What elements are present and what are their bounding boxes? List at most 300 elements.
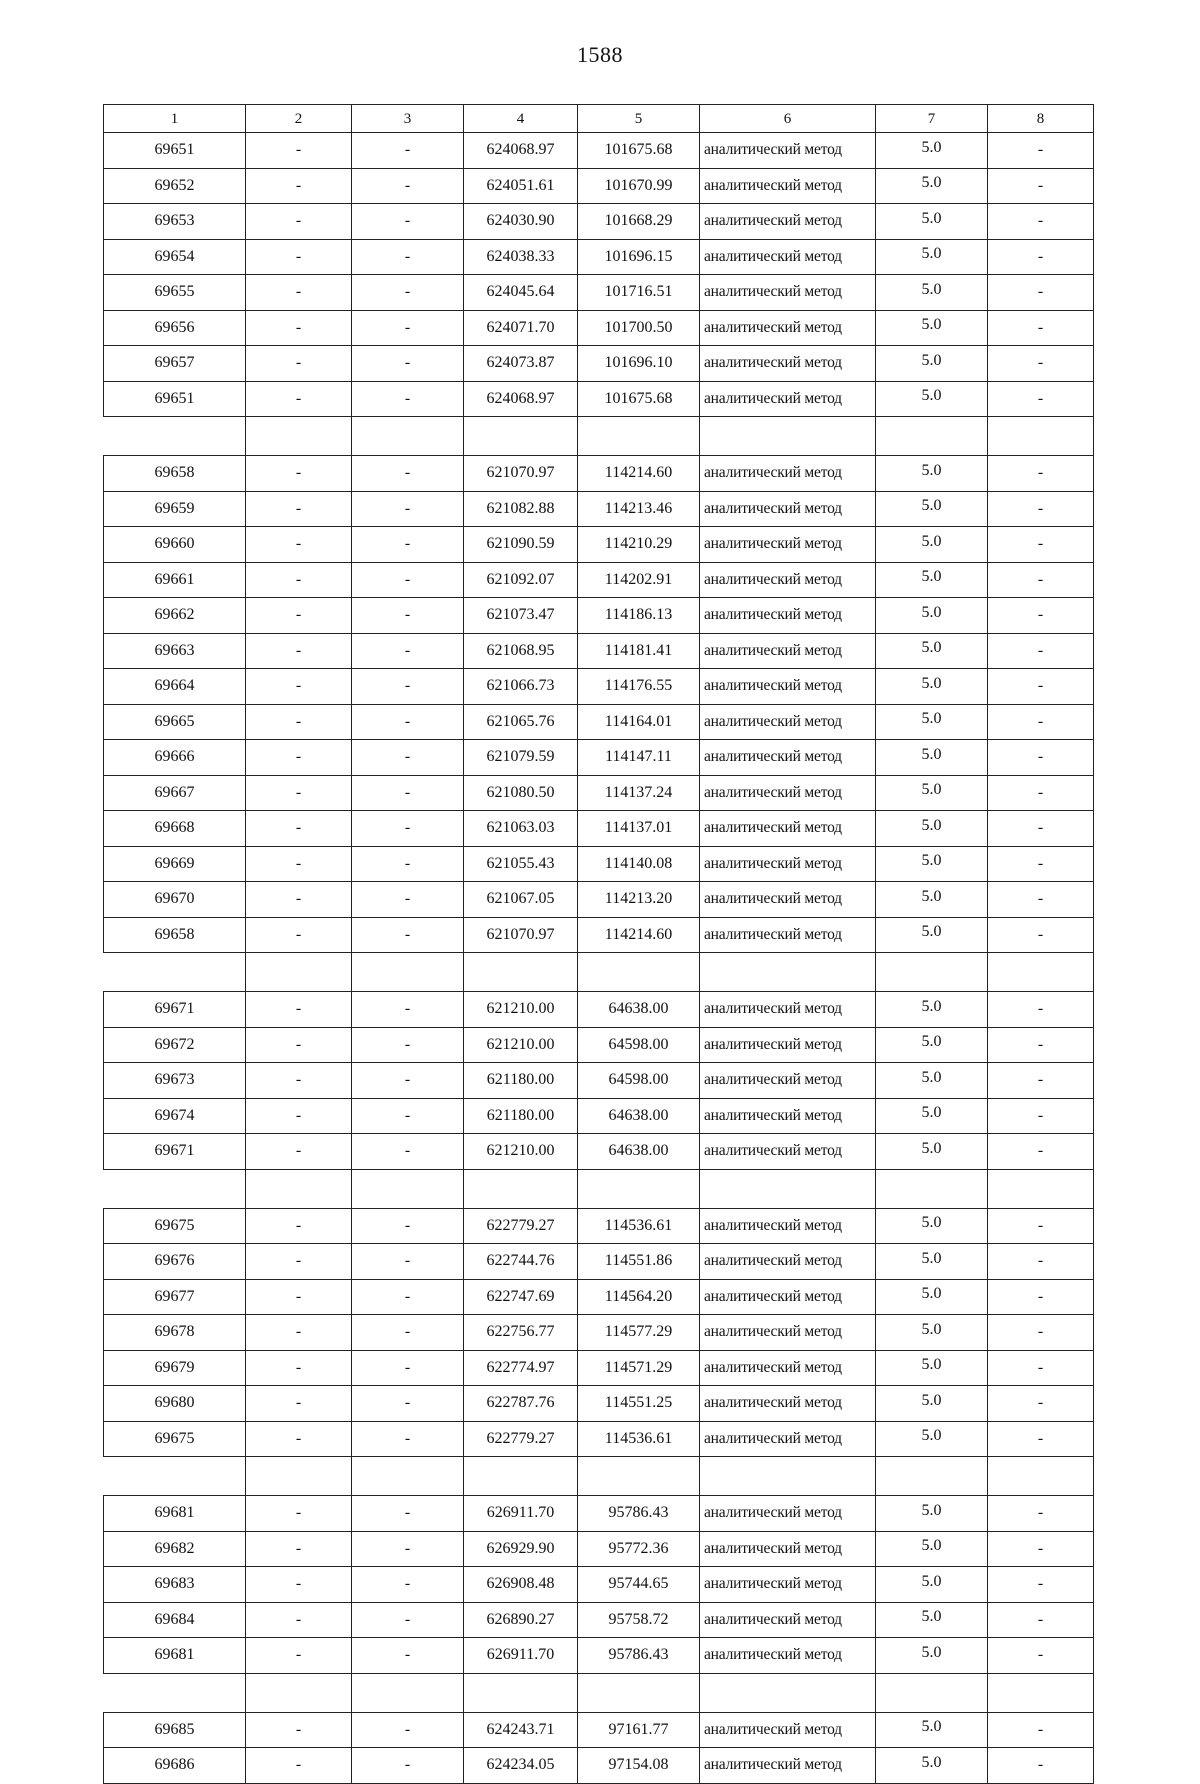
- accuracy-cell: 5.0: [876, 133, 988, 169]
- col2-cell: -: [246, 239, 352, 275]
- accuracy-cell: 5.0: [876, 381, 988, 417]
- table-row: [104, 846, 1094, 882]
- col3-cell: -: [352, 1208, 464, 1244]
- y-coordinate-cell: 114137.24: [578, 775, 700, 811]
- point-number-cell: 69655: [104, 275, 246, 311]
- accuracy-cell: 5.0: [876, 1496, 988, 1532]
- method-cell: аналитический метод: [700, 775, 876, 811]
- col8-cell: -: [988, 1421, 1094, 1457]
- col8-cell: -: [988, 1063, 1094, 1099]
- accuracy-cell: 5.0: [876, 1421, 988, 1457]
- x-coordinate-cell: 621068.95: [464, 633, 578, 669]
- col8-cell: -: [988, 239, 1094, 275]
- col3-cell: -: [352, 1098, 464, 1134]
- x-coordinate-cell: 624068.97: [464, 381, 578, 417]
- empty-cell: [246, 1457, 352, 1496]
- col8-cell: -: [988, 346, 1094, 382]
- empty-cell: [352, 1169, 464, 1208]
- x-coordinate-cell: 621067.05: [464, 882, 578, 918]
- table-row: [104, 1748, 1094, 1784]
- col2-cell: -: [246, 1567, 352, 1603]
- x-coordinate-cell: 622756.77: [464, 1315, 578, 1351]
- y-coordinate-cell: 101696.10: [578, 346, 700, 382]
- col8-cell: -: [988, 1350, 1094, 1386]
- point-number-cell: 69658: [104, 456, 246, 492]
- col8-cell: -: [988, 704, 1094, 740]
- accuracy-cell: 5.0: [876, 917, 988, 953]
- x-coordinate-cell: 621070.97: [464, 917, 578, 953]
- x-coordinate-cell: 621066.73: [464, 669, 578, 705]
- table-row: [104, 491, 1094, 527]
- empty-cell: [700, 953, 876, 992]
- accuracy-cell: 5.0: [876, 811, 988, 847]
- y-coordinate-cell: 101696.15: [578, 239, 700, 275]
- col8-cell: -: [988, 1602, 1094, 1638]
- col8-cell: -: [988, 846, 1094, 882]
- point-number-cell: 69674: [104, 1098, 246, 1134]
- col3-cell: -: [352, 310, 464, 346]
- col3-cell: -: [352, 1350, 464, 1386]
- col8-cell: -: [988, 310, 1094, 346]
- col2-cell: -: [246, 1350, 352, 1386]
- col2-cell: -: [246, 633, 352, 669]
- table-row: [104, 527, 1094, 563]
- col3-cell: -: [352, 846, 464, 882]
- point-number-cell: 69680: [104, 1386, 246, 1422]
- col2-cell: -: [246, 917, 352, 953]
- col8-cell: -: [988, 381, 1094, 417]
- y-coordinate-cell: 101668.29: [578, 204, 700, 240]
- block-separator-row: [104, 417, 1094, 456]
- accuracy-cell: 5.0: [876, 1063, 988, 1099]
- table-row: [104, 1279, 1094, 1315]
- col8-cell: -: [988, 1531, 1094, 1567]
- method-cell: аналитический метод: [700, 204, 876, 240]
- table-row: [104, 1350, 1094, 1386]
- table-row: [104, 1208, 1094, 1244]
- column-header: 7: [876, 105, 988, 133]
- col3-cell: -: [352, 527, 464, 563]
- accuracy-cell: 5.0: [876, 882, 988, 918]
- col8-cell: -: [988, 1496, 1094, 1532]
- x-coordinate-cell: 621092.07: [464, 562, 578, 598]
- col2-cell: -: [246, 1315, 352, 1351]
- col8-cell: -: [988, 133, 1094, 169]
- block-separator-row: [104, 1457, 1094, 1496]
- table-row: [104, 1712, 1094, 1748]
- col8-cell: -: [988, 882, 1094, 918]
- col3-cell: -: [352, 811, 464, 847]
- point-number-cell: 69672: [104, 1027, 246, 1063]
- col2-cell: -: [246, 1386, 352, 1422]
- col8-cell: -: [988, 1386, 1094, 1422]
- y-coordinate-cell: 114164.01: [578, 704, 700, 740]
- column-header: 6: [700, 105, 876, 133]
- table-row: [104, 133, 1094, 169]
- empty-cell: [352, 953, 464, 992]
- col2-cell: -: [246, 1134, 352, 1170]
- y-coordinate-cell: 114577.29: [578, 1315, 700, 1351]
- x-coordinate-cell: 621210.00: [464, 992, 578, 1028]
- col3-cell: -: [352, 204, 464, 240]
- empty-cell: [464, 417, 578, 456]
- col2-cell: -: [246, 669, 352, 705]
- x-coordinate-cell: 626908.48: [464, 1567, 578, 1603]
- point-number-cell: 69677: [104, 1279, 246, 1315]
- method-cell: аналитический метод: [700, 811, 876, 847]
- empty-cell: [578, 1673, 700, 1712]
- point-number-cell: 69659: [104, 491, 246, 527]
- col2-cell: -: [246, 1638, 352, 1674]
- table-row: [104, 811, 1094, 847]
- y-coordinate-cell: 114140.08: [578, 846, 700, 882]
- col3-cell: -: [352, 1712, 464, 1748]
- table-row: [104, 381, 1094, 417]
- y-coordinate-cell: 114564.20: [578, 1279, 700, 1315]
- accuracy-cell: 5.0: [876, 346, 988, 382]
- x-coordinate-cell: 622779.27: [464, 1421, 578, 1457]
- empty-cell: [464, 1169, 578, 1208]
- table-row: [104, 669, 1094, 705]
- table-row: [104, 1063, 1094, 1099]
- y-coordinate-cell: 114147.11: [578, 740, 700, 776]
- col2-cell: -: [246, 1421, 352, 1457]
- method-cell: аналитический метод: [700, 1531, 876, 1567]
- point-number-cell: 69669: [104, 846, 246, 882]
- x-coordinate-cell: 621082.88: [464, 491, 578, 527]
- point-number-cell: 69683: [104, 1567, 246, 1603]
- accuracy-cell: 5.0: [876, 1386, 988, 1422]
- table-row: [104, 1496, 1094, 1532]
- accuracy-cell: 5.0: [876, 168, 988, 204]
- y-coordinate-cell: 114213.20: [578, 882, 700, 918]
- coordinates-table: [103, 104, 1094, 1784]
- col8-cell: -: [988, 598, 1094, 634]
- empty-cell: [352, 1673, 464, 1712]
- table-row: [104, 917, 1094, 953]
- accuracy-cell: 5.0: [876, 846, 988, 882]
- col2-cell: -: [246, 1244, 352, 1280]
- col2-cell: -: [246, 882, 352, 918]
- col2-cell: -: [246, 491, 352, 527]
- accuracy-cell: 5.0: [876, 740, 988, 776]
- table-row: [104, 346, 1094, 382]
- empty-cell: [246, 1169, 352, 1208]
- method-cell: аналитический метод: [700, 133, 876, 169]
- column-header: 1: [104, 105, 246, 133]
- col8-cell: -: [988, 669, 1094, 705]
- coordinates-table-body: [104, 105, 1094, 1784]
- method-cell: аналитический метод: [700, 1421, 876, 1457]
- accuracy-cell: 5.0: [876, 310, 988, 346]
- point-number-cell: 69684: [104, 1602, 246, 1638]
- col8-cell: -: [988, 204, 1094, 240]
- y-coordinate-cell: 101716.51: [578, 275, 700, 311]
- col2-cell: -: [246, 1208, 352, 1244]
- method-cell: аналитический метод: [700, 1098, 876, 1134]
- point-number-cell: 69673: [104, 1063, 246, 1099]
- y-coordinate-cell: 101700.50: [578, 310, 700, 346]
- table-row: [104, 1421, 1094, 1457]
- table-row: [104, 1567, 1094, 1603]
- x-coordinate-cell: 621180.00: [464, 1098, 578, 1134]
- col2-cell: -: [246, 1279, 352, 1315]
- col8-cell: -: [988, 1244, 1094, 1280]
- table-row: [104, 633, 1094, 669]
- y-coordinate-cell: 114181.41: [578, 633, 700, 669]
- point-number-cell: 69678: [104, 1315, 246, 1351]
- col2-cell: -: [246, 992, 352, 1028]
- col3-cell: -: [352, 346, 464, 382]
- col8-cell: -: [988, 1567, 1094, 1603]
- table-row: [104, 1027, 1094, 1063]
- point-number-cell: 69651: [104, 381, 246, 417]
- point-number-cell: 69685: [104, 1712, 246, 1748]
- col3-cell: -: [352, 775, 464, 811]
- col8-cell: -: [988, 740, 1094, 776]
- empty-cell: [988, 1673, 1094, 1712]
- point-number-cell: 69668: [104, 811, 246, 847]
- method-cell: аналитический метод: [700, 491, 876, 527]
- x-coordinate-cell: 621210.00: [464, 1134, 578, 1170]
- col3-cell: -: [352, 456, 464, 492]
- accuracy-cell: 5.0: [876, 1602, 988, 1638]
- x-coordinate-cell: 626911.70: [464, 1496, 578, 1532]
- accuracy-cell: 5.0: [876, 1027, 988, 1063]
- col3-cell: -: [352, 381, 464, 417]
- col3-cell: -: [352, 491, 464, 527]
- table-row: [104, 704, 1094, 740]
- x-coordinate-cell: 621065.76: [464, 704, 578, 740]
- point-number-cell: 69656: [104, 310, 246, 346]
- col3-cell: -: [352, 1027, 464, 1063]
- point-number-cell: 69665: [104, 704, 246, 740]
- col8-cell: -: [988, 1638, 1094, 1674]
- table-row: [104, 1602, 1094, 1638]
- method-cell: аналитический метод: [700, 1063, 876, 1099]
- table-row: [104, 1244, 1094, 1280]
- col2-cell: -: [246, 562, 352, 598]
- y-coordinate-cell: 64638.00: [578, 992, 700, 1028]
- empty-cell: [464, 1457, 578, 1496]
- col8-cell: -: [988, 562, 1094, 598]
- x-coordinate-cell: 624051.61: [464, 168, 578, 204]
- method-cell: аналитический метод: [700, 1748, 876, 1784]
- accuracy-cell: 5.0: [876, 1531, 988, 1567]
- col2-cell: -: [246, 1531, 352, 1567]
- column-header: 2: [246, 105, 352, 133]
- col8-cell: -: [988, 1315, 1094, 1351]
- point-number-cell: 69651: [104, 133, 246, 169]
- x-coordinate-cell: 621055.43: [464, 846, 578, 882]
- col2-cell: -: [246, 1712, 352, 1748]
- point-number-cell: 69671: [104, 1134, 246, 1170]
- point-number-cell: 69675: [104, 1421, 246, 1457]
- col3-cell: -: [352, 1279, 464, 1315]
- col2-cell: -: [246, 346, 352, 382]
- method-cell: аналитический метод: [700, 275, 876, 311]
- col3-cell: -: [352, 669, 464, 705]
- method-cell: аналитический метод: [700, 346, 876, 382]
- col3-cell: -: [352, 633, 464, 669]
- x-coordinate-cell: 621079.59: [464, 740, 578, 776]
- col2-cell: -: [246, 527, 352, 563]
- table-row: [104, 239, 1094, 275]
- table-row: [104, 310, 1094, 346]
- point-number-cell: 69667: [104, 775, 246, 811]
- column-header: 8: [988, 105, 1094, 133]
- method-cell: аналитический метод: [700, 1244, 876, 1280]
- col3-cell: -: [352, 917, 464, 953]
- method-cell: аналитический метод: [700, 1315, 876, 1351]
- method-cell: аналитический метод: [700, 1279, 876, 1315]
- empty-cell: [578, 417, 700, 456]
- method-cell: аналитический метод: [700, 381, 876, 417]
- y-coordinate-cell: 95786.43: [578, 1496, 700, 1532]
- table-row: [104, 204, 1094, 240]
- point-number-cell: 69661: [104, 562, 246, 598]
- col8-cell: -: [988, 491, 1094, 527]
- empty-cell: [876, 1169, 988, 1208]
- table-row: [104, 1098, 1094, 1134]
- table-header-row: [104, 105, 1094, 133]
- accuracy-cell: 5.0: [876, 1315, 988, 1351]
- col2-cell: -: [246, 275, 352, 311]
- col3-cell: -: [352, 1638, 464, 1674]
- empty-cell: [876, 1457, 988, 1496]
- y-coordinate-cell: 114176.55: [578, 669, 700, 705]
- y-coordinate-cell: 95786.43: [578, 1638, 700, 1674]
- empty-cell: [104, 1673, 246, 1712]
- accuracy-cell: 5.0: [876, 239, 988, 275]
- accuracy-cell: 5.0: [876, 527, 988, 563]
- accuracy-cell: 5.0: [876, 562, 988, 598]
- empty-cell: [700, 417, 876, 456]
- method-cell: аналитический метод: [700, 992, 876, 1028]
- col2-cell: -: [246, 1602, 352, 1638]
- col8-cell: -: [988, 456, 1094, 492]
- col3-cell: -: [352, 1602, 464, 1638]
- empty-cell: [988, 417, 1094, 456]
- point-number-cell: 69666: [104, 740, 246, 776]
- point-number-cell: 69663: [104, 633, 246, 669]
- accuracy-cell: 5.0: [876, 704, 988, 740]
- x-coordinate-cell: 621063.03: [464, 811, 578, 847]
- point-number-cell: 69664: [104, 669, 246, 705]
- accuracy-cell: 5.0: [876, 1748, 988, 1784]
- method-cell: аналитический метод: [700, 1386, 876, 1422]
- col3-cell: -: [352, 1315, 464, 1351]
- col3-cell: -: [352, 1134, 464, 1170]
- accuracy-cell: 5.0: [876, 1712, 988, 1748]
- block-separator-row: [104, 1673, 1094, 1712]
- col8-cell: -: [988, 811, 1094, 847]
- x-coordinate-cell: 624243.71: [464, 1712, 578, 1748]
- empty-cell: [700, 1673, 876, 1712]
- method-cell: аналитический метод: [700, 1567, 876, 1603]
- col8-cell: -: [988, 1208, 1094, 1244]
- accuracy-cell: 5.0: [876, 775, 988, 811]
- col2-cell: -: [246, 133, 352, 169]
- method-cell: аналитический метод: [700, 1712, 876, 1748]
- col8-cell: -: [988, 1748, 1094, 1784]
- table-row: [104, 1134, 1094, 1170]
- x-coordinate-cell: 621210.00: [464, 1027, 578, 1063]
- method-cell: аналитический метод: [700, 740, 876, 776]
- table-row: [104, 168, 1094, 204]
- x-coordinate-cell: 624030.90: [464, 204, 578, 240]
- method-cell: аналитический метод: [700, 846, 876, 882]
- empty-cell: [104, 953, 246, 992]
- method-cell: аналитический метод: [700, 310, 876, 346]
- col3-cell: -: [352, 1386, 464, 1422]
- empty-cell: [578, 953, 700, 992]
- col2-cell: -: [246, 740, 352, 776]
- col2-cell: -: [246, 1098, 352, 1134]
- empty-cell: [578, 1169, 700, 1208]
- y-coordinate-cell: 114214.60: [578, 456, 700, 492]
- x-coordinate-cell: 626911.70: [464, 1638, 578, 1674]
- col3-cell: -: [352, 704, 464, 740]
- col2-cell: -: [246, 204, 352, 240]
- accuracy-cell: 5.0: [876, 1567, 988, 1603]
- col3-cell: -: [352, 882, 464, 918]
- table-row: [104, 1315, 1094, 1351]
- col3-cell: -: [352, 275, 464, 311]
- x-coordinate-cell: 622744.76: [464, 1244, 578, 1280]
- x-coordinate-cell: 624068.97: [464, 133, 578, 169]
- x-coordinate-cell: 621090.59: [464, 527, 578, 563]
- accuracy-cell: 5.0: [876, 491, 988, 527]
- accuracy-cell: 5.0: [876, 633, 988, 669]
- empty-cell: [700, 1169, 876, 1208]
- column-header: 5: [578, 105, 700, 133]
- col3-cell: -: [352, 239, 464, 275]
- method-cell: аналитический метод: [700, 1350, 876, 1386]
- col2-cell: -: [246, 704, 352, 740]
- method-cell: аналитический метод: [700, 168, 876, 204]
- table-row: [104, 1531, 1094, 1567]
- accuracy-cell: 5.0: [876, 1638, 988, 1674]
- y-coordinate-cell: 95758.72: [578, 1602, 700, 1638]
- point-number-cell: 69671: [104, 992, 246, 1028]
- y-coordinate-cell: 114536.61: [578, 1208, 700, 1244]
- col8-cell: -: [988, 527, 1094, 563]
- col8-cell: -: [988, 1134, 1094, 1170]
- table-row: [104, 740, 1094, 776]
- table-row: [104, 275, 1094, 311]
- y-coordinate-cell: 114551.25: [578, 1386, 700, 1422]
- y-coordinate-cell: 114210.29: [578, 527, 700, 563]
- point-number-cell: 69682: [104, 1531, 246, 1567]
- y-coordinate-cell: 64598.00: [578, 1027, 700, 1063]
- method-cell: аналитический метод: [700, 562, 876, 598]
- point-number-cell: 69679: [104, 1350, 246, 1386]
- x-coordinate-cell: 621070.97: [464, 456, 578, 492]
- empty-cell: [104, 1457, 246, 1496]
- y-coordinate-cell: 97161.77: [578, 1712, 700, 1748]
- page-number: 1588: [577, 42, 623, 67]
- empty-cell: [876, 953, 988, 992]
- col2-cell: -: [246, 598, 352, 634]
- table-row: [104, 598, 1094, 634]
- x-coordinate-cell: 621080.50: [464, 775, 578, 811]
- method-cell: аналитический метод: [700, 704, 876, 740]
- empty-cell: [876, 1673, 988, 1712]
- col8-cell: -: [988, 633, 1094, 669]
- col8-cell: -: [988, 917, 1094, 953]
- accuracy-cell: 5.0: [876, 1134, 988, 1170]
